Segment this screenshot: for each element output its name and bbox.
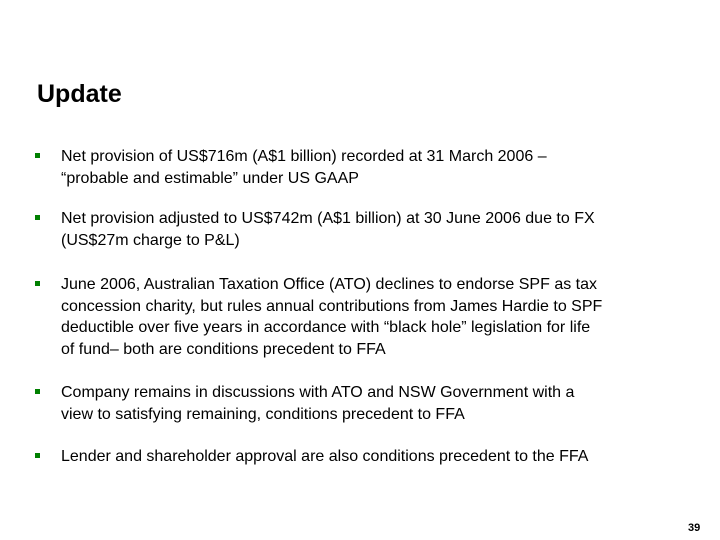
bullet-line: June 2006, Australian Taxation Office (ATO) declines to endorse SPF as tax <box>61 276 597 293</box>
bullet-item <box>61 446 681 468</box>
slide-title: Update <box>37 80 122 108</box>
bullet-item <box>61 382 681 425</box>
bullet-line: Lender and shareholder approval are also conditions precedent to the FFA <box>61 448 589 465</box>
bullet-line: Net provision of US$716m (A$1 billion) recorded at 31 March 2006 – <box>61 148 547 165</box>
square-bullet-icon <box>35 389 40 394</box>
bullet-line: view to satisfying remaining, conditions precedent to FFA <box>61 405 465 423</box>
bullet-line: of fund– both are conditions precedent to FFA <box>61 340 386 358</box>
bullet-item <box>61 146 681 189</box>
square-bullet-icon <box>35 281 40 286</box>
square-bullet-icon <box>35 453 40 458</box>
bullet-line: Company remains in discussions with ATO and NSW Government with a <box>61 384 575 401</box>
square-bullet-icon <box>35 153 40 158</box>
bullet-item <box>61 208 681 251</box>
bullet-line: (US$27m charge to P&L) <box>61 231 240 249</box>
page-number: 39 <box>688 522 701 534</box>
bullet-line: concession charity, but rules annual contributions from James Hardie to SPF <box>61 297 603 315</box>
bullet-item <box>61 274 681 360</box>
bullet-line: Net provision adjusted to US$742m (A$1 billion) at 30 June 2006 due to FX <box>61 210 595 227</box>
square-bullet-icon <box>35 215 40 220</box>
bullet-line: “probable and estimable” under US GAAP <box>61 169 359 187</box>
bullet-line: deductible over five years in accordance with “black hole” legislation for life <box>61 319 591 336</box>
